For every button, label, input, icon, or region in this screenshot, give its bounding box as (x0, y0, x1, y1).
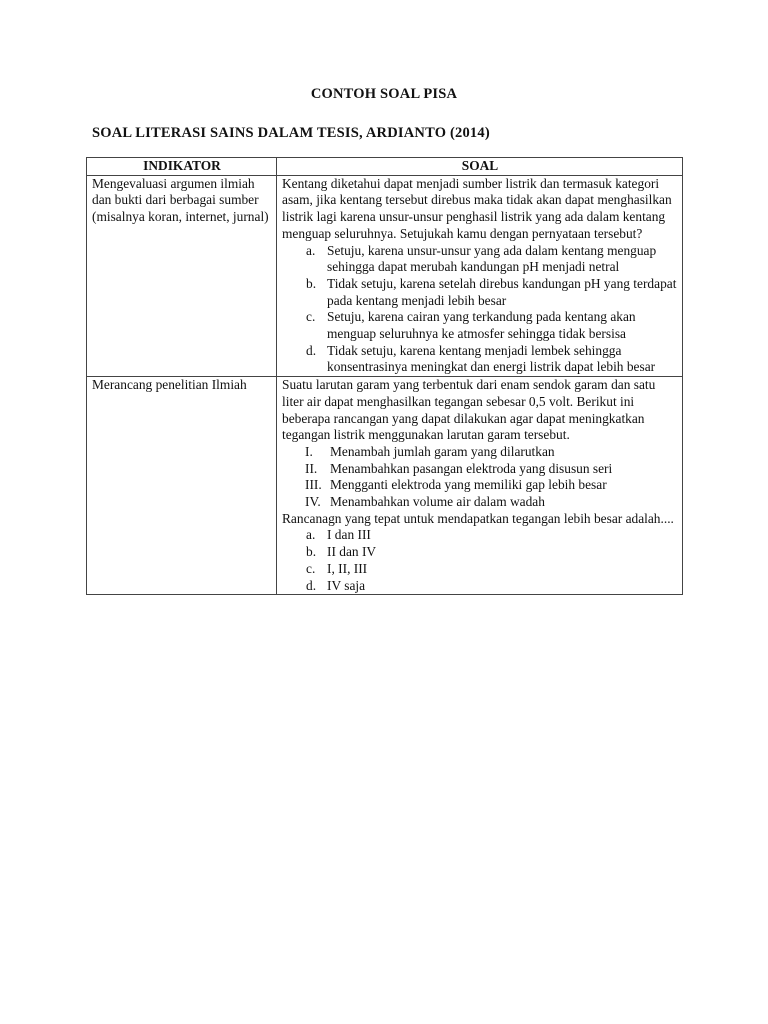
design-list (282, 444, 678, 511)
page-subtitle: SOAL LITERASI SAINS DALAM TESIS, ARDIANTO (2014) (92, 125, 490, 141)
option-item (282, 527, 678, 544)
option-marker: c. (306, 560, 316, 576)
design-item (282, 444, 678, 461)
header-indikator: INDIKATOR (87, 158, 277, 176)
option-text: Tidak setuju, karena setelah direbus kandungan pH yang terdapat pada kentang menjadi lebih besar (327, 275, 677, 308)
option-text: I, II, III (327, 560, 368, 576)
indikator-cell: Mengevaluasi argumen ilmiah dan bukti dari berbagai sumber (misalnya koran, internet, jurnal) (87, 175, 277, 376)
table-header-row (87, 158, 683, 176)
option-marker: a. (306, 242, 316, 258)
design-text: Menambahkan pasangan elektroda yang disusun seri (330, 460, 613, 476)
design-item (282, 461, 678, 478)
option-text: Tidak setuju, karena kentang menjadi lembek sehingga konsentrasinya meningkat dan energi listrik dapat lebih besar (327, 342, 656, 375)
table-row (87, 175, 683, 376)
option-marker: b. (306, 275, 317, 291)
design-marker: IV. (305, 494, 321, 510)
option-item (282, 561, 678, 578)
design-marker: III. (305, 477, 322, 493)
table-row (87, 377, 683, 595)
question-text: Suatu larutan garam yang terbentuk dari enam sendok garam dan satu liter air dapat menghasilkan tegangan sebesar 0,5 volt. Berikut ini beberapa rancangan yang dapat dilakukan agar dapat meningkatkan tegangan listrik menggunakan larutan garam tersebut. (282, 377, 656, 443)
option-item (282, 243, 678, 276)
option-marker: d. (306, 342, 317, 358)
question-table (86, 157, 683, 595)
indikator-cell: Merancang penelitian Ilmiah (87, 377, 277, 595)
question-prompt: Rancanagn yang tepat untuk mendapatkan tegangan lebih besar adalah.... (282, 510, 674, 526)
option-marker: c. (306, 309, 316, 325)
design-item (282, 494, 678, 511)
option-item (282, 578, 678, 595)
option-item (282, 276, 678, 309)
design-item (282, 477, 678, 494)
option-item (282, 544, 678, 561)
question-text: Kentang diketahui dapat menjadi sumber listrik dan termasuk kategori asam, jika kentang tersebut direbus maka tidak akan dapat menghasilkan listrik lagi karena unsur-unsur penghasil listrik yang ada dalam kentang menguap seluruhnya. Setujukah kamu dengan pernyataan tersebut? (282, 175, 672, 241)
option-marker: a. (306, 527, 316, 543)
option-marker: d. (306, 577, 317, 593)
option-item (282, 309, 678, 342)
option-text: IV saja (327, 577, 366, 593)
header-soal: SOAL (277, 158, 683, 176)
soal-cell (277, 377, 683, 595)
page-title: CONTOH SOAL PISA (310, 86, 458, 102)
design-text: Menambah jumlah garam yang dilarutkan (330, 443, 555, 459)
soal-cell (277, 175, 683, 376)
design-marker: I. (305, 443, 313, 459)
option-list (282, 243, 678, 377)
option-item (282, 343, 678, 376)
design-text: Mengganti elektroda yang memiliki gap lebih besar (330, 477, 607, 493)
design-marker: II. (305, 460, 318, 476)
option-list (282, 527, 678, 594)
option-text: I dan III (327, 527, 371, 543)
option-marker: b. (306, 544, 317, 560)
design-text: Menambahkan volume air dalam wadah (330, 494, 545, 510)
option-text: Setuju, karena cairan yang terkandung pada kentang akan menguap seluruhnya ke atmosfer sehingga tidak bersisa (327, 309, 636, 342)
option-text: II dan IV (327, 544, 377, 560)
option-text: Setuju, karena unsur-unsur yang ada dalam kentang menguap sehingga dapat merubah kandungan pH menjadi netral (327, 242, 657, 275)
